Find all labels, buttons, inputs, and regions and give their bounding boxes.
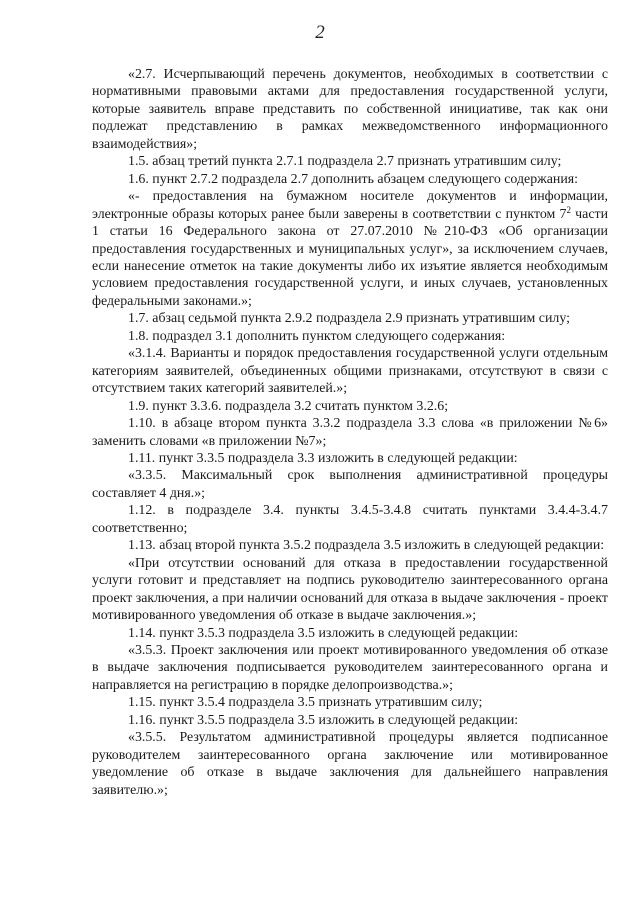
- paragraph: «При отсутствии оснований для отказа в предоставлении государственной услуги готовит и представляет на подпись руководителю заинтересованного органа проект заключения, а при наличии оснований для отказа в выдаче заключения - проект мотивированного уведомления об отказе в выдаче заключения.»;: [92, 555, 608, 624]
- paragraph: 1.11. пункт 3.3.5 подраздела 3.3 изложить в следующей редакции:: [128, 450, 518, 466]
- paragraph: 1.12. в подразделе 3.4. пункты 3.4.5-3.4.8 считать пунктами 3.4.4-3.4.7 соответственно;: [92, 503, 608, 536]
- paragraph: «3.5.3. Проект заключения или проект мотивированного уведомления об отказе в выдаче заключения подписывается руководителем заинтересованного органа и направляется на регистрацию в порядке делопроизводства.»;: [92, 642, 608, 693]
- paragraph: 1.6. пункт 2.7.2 подраздела 2.7 дополнить абзацем следующего содержания:: [128, 171, 579, 187]
- paragraph: 1.14. пункт 3.5.3 подраздела 3.5 изложить в следующей редакции:: [128, 625, 519, 641]
- paragraph: 1.7. абзац седьмой пункта 2.9.2 подраздела 2.9 признать утратившим силу;: [128, 311, 570, 327]
- paragraph: 1.5. абзац третий пункта 2.7.1 подраздела 2.7 признать утратившим силу;: [128, 154, 562, 170]
- paragraph: 1.10. в абзаце втором пункта 3.3.2 подраздела 3.3 слова «в приложении №6» заменить словами «в приложении №7»;: [92, 416, 608, 449]
- document-body: [92, 66, 608, 799]
- paragraph: 1.9. пункт 3.3.6. подраздела 3.2 считать пунктом 3.2.6;: [128, 398, 449, 414]
- paragraph: 1.8. подраздел 3.1 дополнить пунктом следующего содержания:: [128, 328, 506, 344]
- paragraph: 1.16. пункт 3.5.5 подраздела 3.5 изложить в следующей редакции:: [128, 712, 519, 728]
- paragraph: «2.7. Исчерпывающий перечень документов, необходимых в соответствии с нормативными правовыми актами для предоставления государственной услуги, которые заявитель вправе представить по собственной инициативе, так как они подлежат представлению в рамках межведомственного информационного взаимодействия»;: [92, 67, 608, 152]
- paragraph: 1.13. абзац второй пункта 3.5.2 подраздела 3.5 изложить в следующей редакции:: [128, 538, 605, 554]
- paragraph: 1.15. пункт 3.5.4 подраздела 3.5 признать утратившим силу;: [128, 695, 483, 711]
- superscript: 2: [566, 204, 571, 215]
- page-number: 2: [315, 22, 325, 43]
- paragraph: «3.5.5. Результатом административной процедуры является подписанное руководителем заинтересованного органа заключение или мотивированное уведомление об отказе в выдаче заключения для дальнейшего направления заявителю.»;: [92, 730, 608, 798]
- paragraph-continuation: части 1 статьи 16 Федерального закона от 27.07.2010 №210-ФЗ «Об организации предоставления государственных и муниципальных услуг», за исключением случаев, если нанесение отметок на такие документы либо их изъятие является необходимым условием предоставления государственной услуги, и иных случаев, установленных федеральными законами.»;: [92, 206, 608, 309]
- paragraph: «3.1.4. Варианты и порядок предоставления государственной услуги отдельным категориям заявителей, объединенных общими признаками, отсутствуют в связи с отсутствием таких категорий заявителей.»;: [92, 346, 608, 397]
- paragraph: [92, 188, 608, 310]
- paragraph: «3.3.5. Максимальный срок выполнения административной процедуры составляет 4 дня.»;: [92, 468, 608, 501]
- paragraph-text: «- предоставления на бумажном носителе документов и информации, электронные образы которых ранее были заверены в соответствии с пунктом 7: [92, 189, 608, 222]
